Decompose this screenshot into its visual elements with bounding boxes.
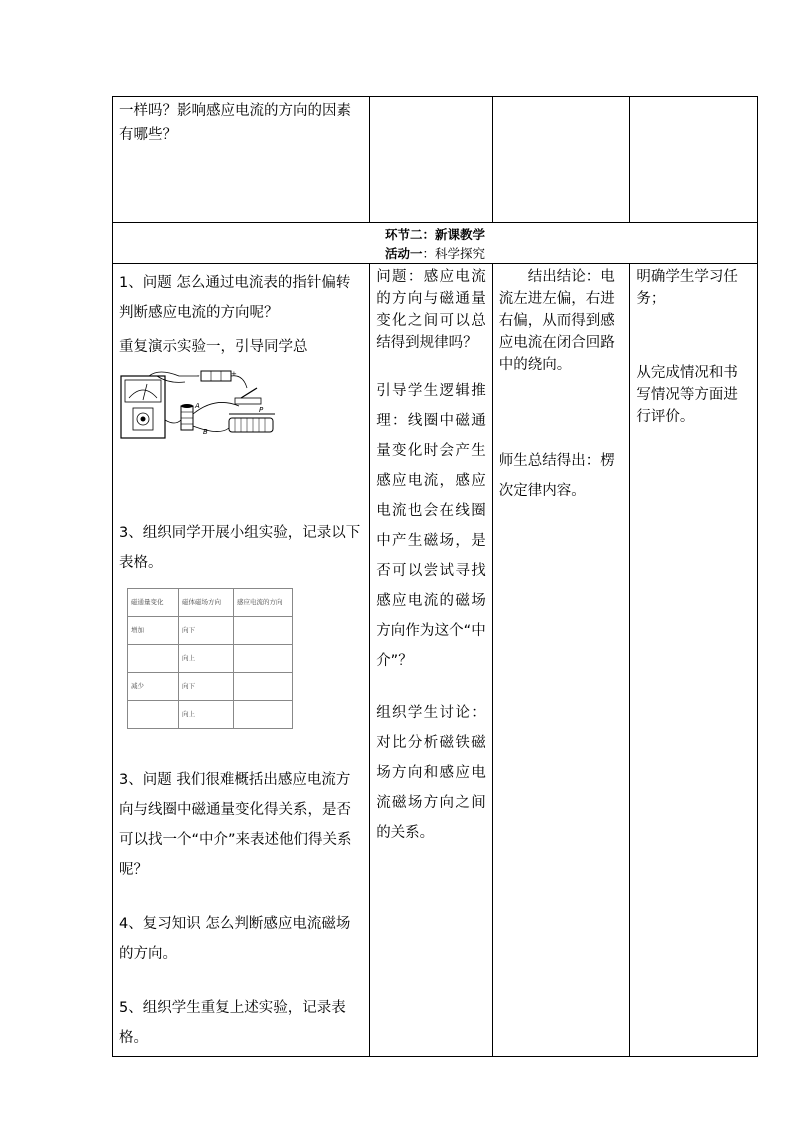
cell-evaluation xyxy=(630,97,758,223)
record-cell: 增加 xyxy=(128,617,179,645)
record-header-flux: 磁通量变化 xyxy=(128,589,179,617)
record-cell: 向上 xyxy=(179,701,234,729)
cell-teacher-activity xyxy=(113,97,370,223)
question-3-mediator: 3、问题 我们很难概括出感应电流方向与线圈中磁通量变化得关系，是否可以找一个“中介”来表述他们得关系呢？ xyxy=(119,772,352,878)
circuit-diagram xyxy=(119,370,289,448)
table-row-main xyxy=(113,264,758,1057)
conclusion-text: 结出结论：电流左进左偏，右进右偏，从而得到感应电流在闭合回路中的绕向。 xyxy=(498,269,615,373)
section-subtitle xyxy=(113,244,757,263)
activity-name: ：科学探究 xyxy=(422,246,486,261)
record-cell: 向下 xyxy=(179,617,234,645)
label-b: B xyxy=(203,428,208,436)
record-cell xyxy=(234,617,293,645)
section-header-cell xyxy=(113,223,758,264)
task-clarify-text: 明确学生学习任务； xyxy=(636,269,738,307)
cell-intent-content xyxy=(492,264,630,1057)
lesson-plan-page xyxy=(112,96,758,1057)
section-title: 环节二：新课教学 xyxy=(384,227,485,242)
record-header-current: 感应电流的方向 xyxy=(234,589,293,617)
question-5-repeat: 5、组织学生重复上述实验，记录表格。 xyxy=(119,1000,346,1046)
battery-icon xyxy=(201,371,231,381)
question-1-detail: 重复演示实验一，引导同学总 xyxy=(119,339,308,355)
student-discussion: 组织学生讨论：对比分析磁铁磁场方向和感应电流磁场方向之间的关系。 xyxy=(376,705,486,841)
record-cell xyxy=(128,645,179,673)
activity-label: 活动一 xyxy=(384,246,423,261)
record-cell: 减少 xyxy=(128,673,179,701)
record-header-magnet: 磁体磁场方向 xyxy=(179,589,234,617)
cell-student-content xyxy=(370,264,493,1057)
label-a: A xyxy=(195,402,200,410)
cell-teacher-content xyxy=(113,264,370,1057)
label-p: P xyxy=(259,406,264,414)
cell-student-activity xyxy=(370,97,493,223)
battery-plus-label: + xyxy=(231,370,237,378)
record-table xyxy=(127,588,293,729)
cell-design-intent xyxy=(492,97,630,223)
question-1: 1、问题 怎么通过电流表的指针偏转判断感应电流的方向呢？ xyxy=(119,275,351,321)
evaluation-text: 从完成情况和书写情况等方面进行评价。 xyxy=(636,365,738,425)
record-cell xyxy=(234,673,293,701)
table-row-continuation xyxy=(113,97,758,223)
cell-evaluation-content xyxy=(630,264,758,1057)
battery-minus-label: - xyxy=(197,372,200,380)
switch-icon xyxy=(235,398,261,404)
record-cell: 向上 xyxy=(179,645,234,673)
question-4-review: 4、复习知识 怎么判断感应电流磁场的方向。 xyxy=(119,916,351,962)
record-cell xyxy=(128,701,179,729)
continued-question: 一样吗？影响感应电流的方向的因素有哪些？ xyxy=(119,103,351,143)
student-reasoning: 引导学生逻辑推理：线圈中磁通量变化时会产生感应电流，感应电流也会在线圈中产生磁场，是否可以尝试寻找感应电流的磁场方向作为这个“中介”？ xyxy=(376,383,486,669)
record-cell: 向下 xyxy=(179,673,234,701)
lesson-plan-table xyxy=(112,96,758,1057)
section-header-row xyxy=(113,223,758,264)
student-question: 问题：感应电流的方向与磁通量变化之间可以总结得到规律吗？ xyxy=(376,269,486,351)
record-cell xyxy=(234,645,293,673)
question-3-group: 3、组织同学开展小组实验，记录以下表格。 xyxy=(119,525,361,571)
summary-text: 师生总结得出：楞次定律内容。 xyxy=(498,453,615,499)
record-cell xyxy=(234,701,293,729)
rheostat-icon xyxy=(229,418,273,432)
